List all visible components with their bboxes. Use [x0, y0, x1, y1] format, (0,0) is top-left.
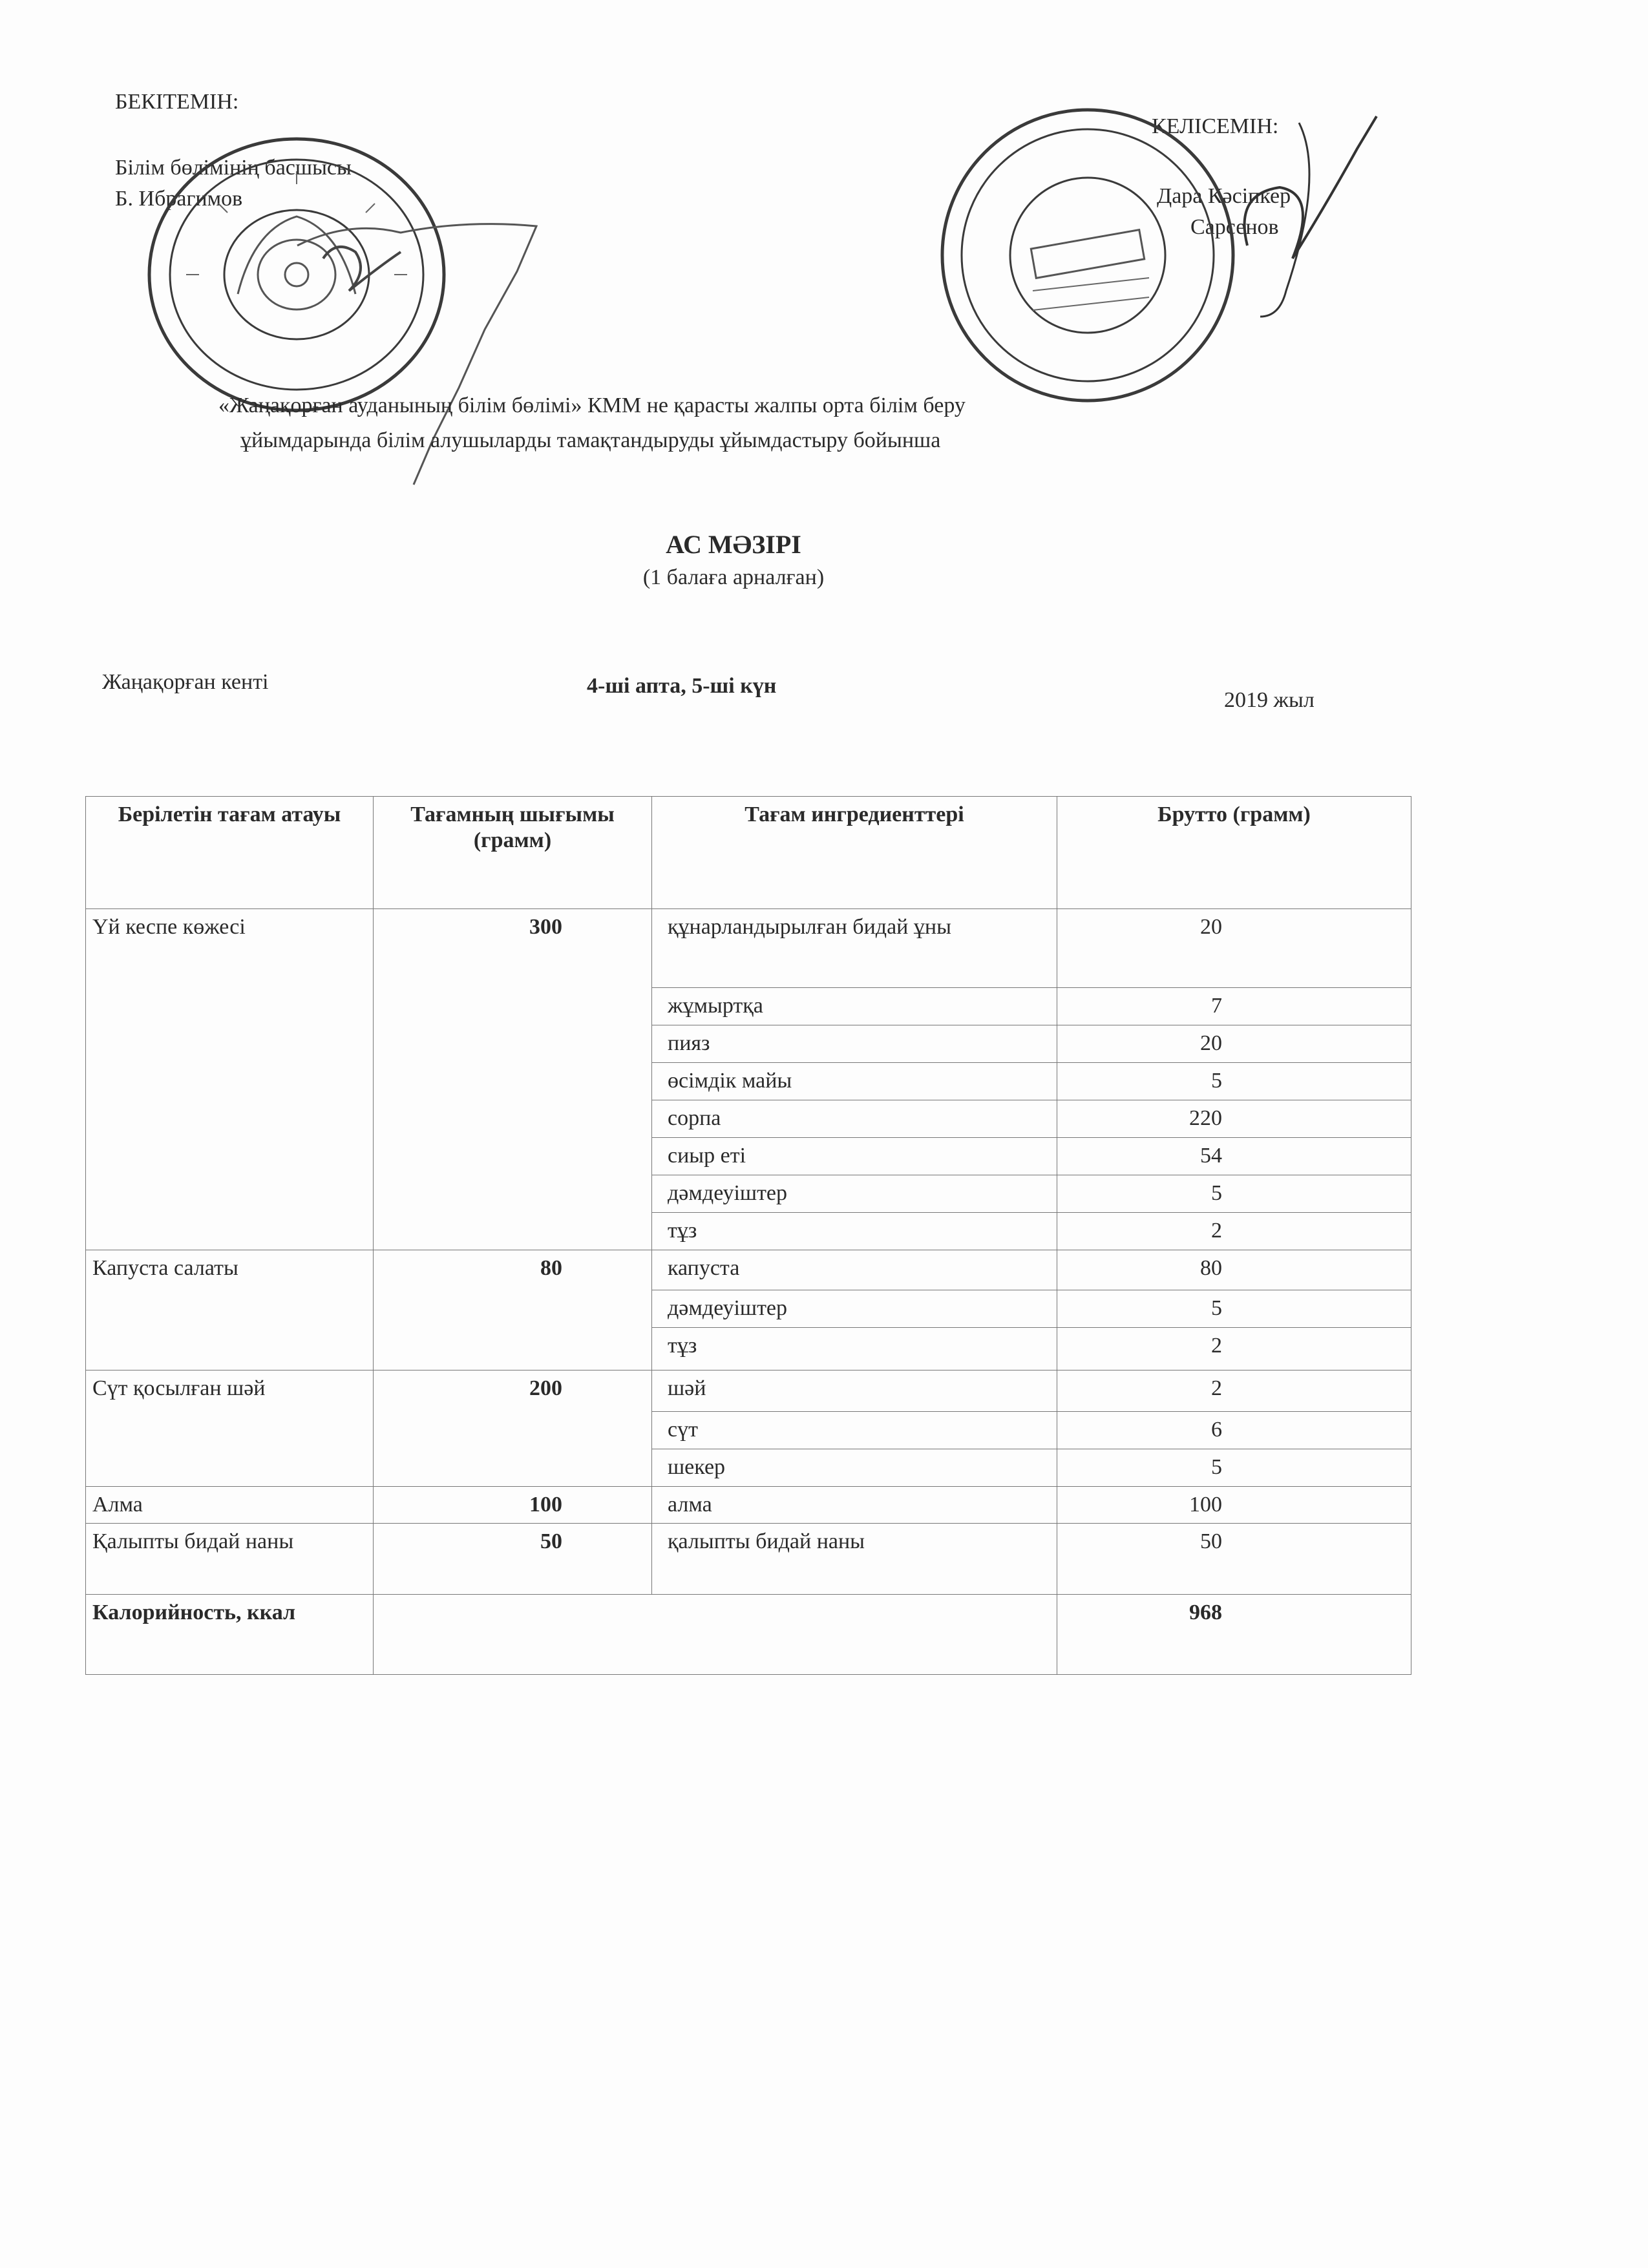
year: 2019 жыл [1224, 688, 1315, 712]
approve-line-1: Білім бөлімінің басшысы [115, 156, 352, 180]
agree-signature [1221, 97, 1389, 330]
ingredient-name: тұз [652, 1213, 1057, 1250]
ingredient-brutto: 5 [1057, 1175, 1411, 1213]
ingredient-name: қалыпты бидай наны [652, 1524, 1057, 1595]
ingredient-brutto: 20 [1057, 1025, 1411, 1063]
ingredient-name: жұмыртқа [652, 988, 1057, 1025]
ingredient-brutto: 2 [1057, 1213, 1411, 1250]
ingredient-name: өсімдік майы [652, 1063, 1057, 1100]
intro-line-1: «Жаңақорған ауданының білім бөлімі» КММ не қарасты жалпы орта білім беру [218, 394, 966, 417]
ingredient-brutto: 50 [1057, 1524, 1411, 1595]
table-row [86, 1524, 1411, 1595]
dish-name: Қалыпты бидай наны [86, 1524, 374, 1595]
agree-line-1: Дара Кәсіпкер [1157, 184, 1291, 208]
dish-yield: 200 [374, 1370, 652, 1487]
table-header-row [86, 797, 1411, 909]
ingredient-name: сиыр еті [652, 1138, 1057, 1175]
ingredient-name: сорпа [652, 1100, 1057, 1138]
ingredient-brutto: 80 [1057, 1250, 1411, 1290]
agree-line-2: Сарсенов [1190, 215, 1279, 239]
dish-yield: 100 [374, 1487, 652, 1524]
ingredient-brutto: 5 [1057, 1449, 1411, 1487]
week-day: 4-ші апта, 5-ші күн [587, 674, 777, 698]
dish-name: Капуста салаты [86, 1250, 374, 1370]
calorie-label: Калорийность, ккал [86, 1595, 374, 1675]
ingredient-brutto: 20 [1057, 909, 1411, 988]
header-dish-name: Берілетін тағам атауы [86, 797, 374, 909]
ingredient-name: шекер [652, 1449, 1057, 1487]
ingredient-brutto: 2 [1057, 1370, 1411, 1412]
menu-table [85, 796, 1411, 1675]
table-row [86, 1370, 1411, 1412]
ingredient-brutto: 54 [1057, 1138, 1411, 1175]
entrepreneur-seal [936, 103, 1240, 407]
ingredient-name: шәй [652, 1370, 1057, 1412]
ingredient-name: құнарландырылған бидай ұны [652, 909, 1057, 988]
dish-name: Үй кеспе көжесі [86, 909, 374, 1250]
dish-yield: 50 [374, 1524, 652, 1595]
table-row [86, 1487, 1411, 1524]
agree-heading: КЕЛІСЕМІН: [1152, 114, 1279, 138]
header-ingredients: Тағам ингредиенттері [652, 797, 1057, 909]
dish-yield: 300 [374, 909, 652, 1250]
ingredient-name: сүт [652, 1412, 1057, 1449]
ingredient-name: пияз [652, 1025, 1057, 1063]
header-yield: Тағамның шығымы (грамм) [374, 797, 652, 909]
calorie-empty-cell [374, 1595, 1057, 1675]
dish-name: Алма [86, 1487, 374, 1524]
ingredient-brutto: 100 [1057, 1487, 1411, 1524]
ingredient-brutto: 5 [1057, 1290, 1411, 1328]
approve-signature [271, 194, 556, 504]
header-brutto: Брутто (грамм) [1057, 797, 1411, 909]
ingredient-brutto: 6 [1057, 1412, 1411, 1449]
table-row [86, 909, 1411, 988]
dish-name: Сүт қосылған шәй [86, 1370, 374, 1487]
ingredient-brutto: 7 [1057, 988, 1411, 1025]
page-title: АС МӘЗІРІ [666, 530, 801, 559]
intro-line-2: ұйымдарында білім алушыларды тамақтандыруды ұйымдастыру бойынша [240, 428, 941, 452]
ingredient-name: дәмдеуіштер [652, 1290, 1057, 1328]
ingredient-name: дәмдеуіштер [652, 1175, 1057, 1213]
place: Жаңақорған кенті [102, 670, 269, 694]
calorie-value: 968 [1057, 1595, 1411, 1675]
ingredient-name: алма [652, 1487, 1057, 1524]
page-subtitle: (1 балаға арналған) [642, 565, 825, 589]
approve-heading: БЕКІТЕМІН: [115, 90, 239, 114]
ingredient-brutto: 2 [1057, 1328, 1411, 1370]
ingredient-brutto: 220 [1057, 1100, 1411, 1138]
approve-line-2: Б. Ибрагимов [115, 187, 243, 211]
ingredient-brutto: 5 [1057, 1063, 1411, 1100]
table-row [86, 1250, 1411, 1290]
calorie-row [86, 1595, 1411, 1675]
ingredient-name: тұз [652, 1328, 1057, 1370]
dish-yield: 80 [374, 1250, 652, 1370]
ingredient-name: капуста [652, 1250, 1057, 1290]
